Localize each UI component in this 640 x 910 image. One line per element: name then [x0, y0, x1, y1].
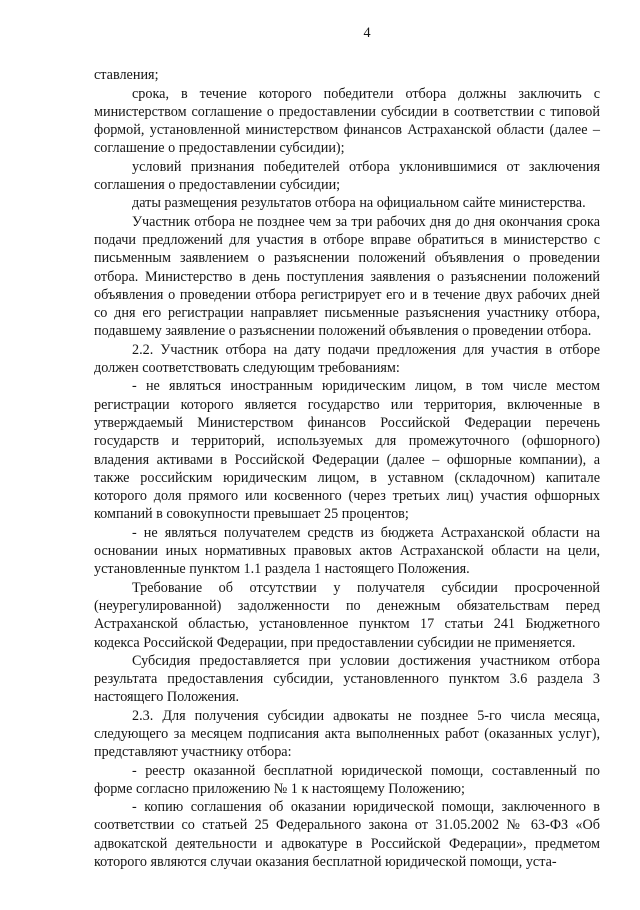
list-item: - не являться получателем средств из бюджета Астраханской области на основании иных нормативных правовых актов Астраханской области на цели, установленные пунктом 1.1 раздела 1 настоящего Положения. [94, 524, 600, 578]
document-body [94, 66, 600, 871]
paragraph: ставления; [94, 67, 159, 84]
paragraph: Требование об отсутствии у получателя субсидии просроченной (неурегулированной) задолженности по денежным обязательствам перед Астраханской областью, установленное пунктом 17 статьи 241 Бюджетного кодекса Российской Федерации, при предоставлении субсидии не применяется. [94, 579, 600, 651]
list-item: - реестр оказанной бесплатной юридической помощи, составленный по форме согласно приложению № 1 к настоящему Положению; [94, 762, 600, 797]
paragraph: условий признания победителей отбора уклонившимися от заключения соглашения о предоставлении субсидии; [94, 158, 600, 194]
section-paragraph-2-2: 2.2. Участник отбора на дату подачи предложения для участия в отборе должен соответствовать следующим требованиям: [94, 341, 600, 377]
list-item: - копию соглашения об оказании юридической помощи, заключенного в соответствии со статьей 25 Федерального закона от 31.05.2002 № 63-ФЗ «Об адвокатской деятельности и адвокатуре в Российской Федерации», предметом которого являются случаи оказания бесплатной юридической помощи, уста- [94, 799, 600, 871]
page-number: 4 [363, 25, 371, 41]
section-paragraph-2-3: 2.3. Для получения субсидии адвокаты не позднее 5-го числа месяца, следующего за месяцем подписания акта выполненных работ (оказанных услуг), представляют участнику отбора: [94, 707, 600, 761]
paragraph: Субсидия предоставляется при условии достижения участником отбора результата предоставления субсидии, установленного пунктом 3.6 раздела 3 настоящего Положения. [94, 652, 600, 706]
paragraph: Участник отбора не позднее чем за три рабочих дня до дня окончания срока подачи предложений для участия в отборе вправе обратиться в министерство с письменным заявлением о разъяснении положений объявления о проведении отбора. Министерство в день поступления заявления о разъяснении положений объявления о проведении отбора регистрирует его и в течение двух рабочих дней со дня его регистрации направляет письменные разъяснения участнику отбора, подавшему заявление о разъяснении положений объявления о проведении отбора. [94, 213, 600, 340]
list-item: - не являться иностранным юридическим лицом, в том числе местом регистрации которого является государство или территория, включенные в утверждаемый Министерством финансов Российской Федерации перечень государств и территорий, используемых для промежуточного (офшорного) владения активами в Российской Федерации (далее – офшорные компании), а также российским юридическим лицом, в уставном (складочном) капитале которого доля прямого или косвенного (через третьих лиц) участия офшорных компаний в совокупности превышает 25 процентов; [94, 378, 600, 523]
paragraph: срока, в течение которого победители отбора должны заключить с министерством соглашение о предоставлении субсидии в соответствии с типовой формой, установленной министерством финансов Астраханской области (далее – соглашение о предоставлении субсидии); [94, 85, 600, 157]
paragraph: даты размещения результатов отбора на официальном сайте министерства. [132, 195, 586, 212]
